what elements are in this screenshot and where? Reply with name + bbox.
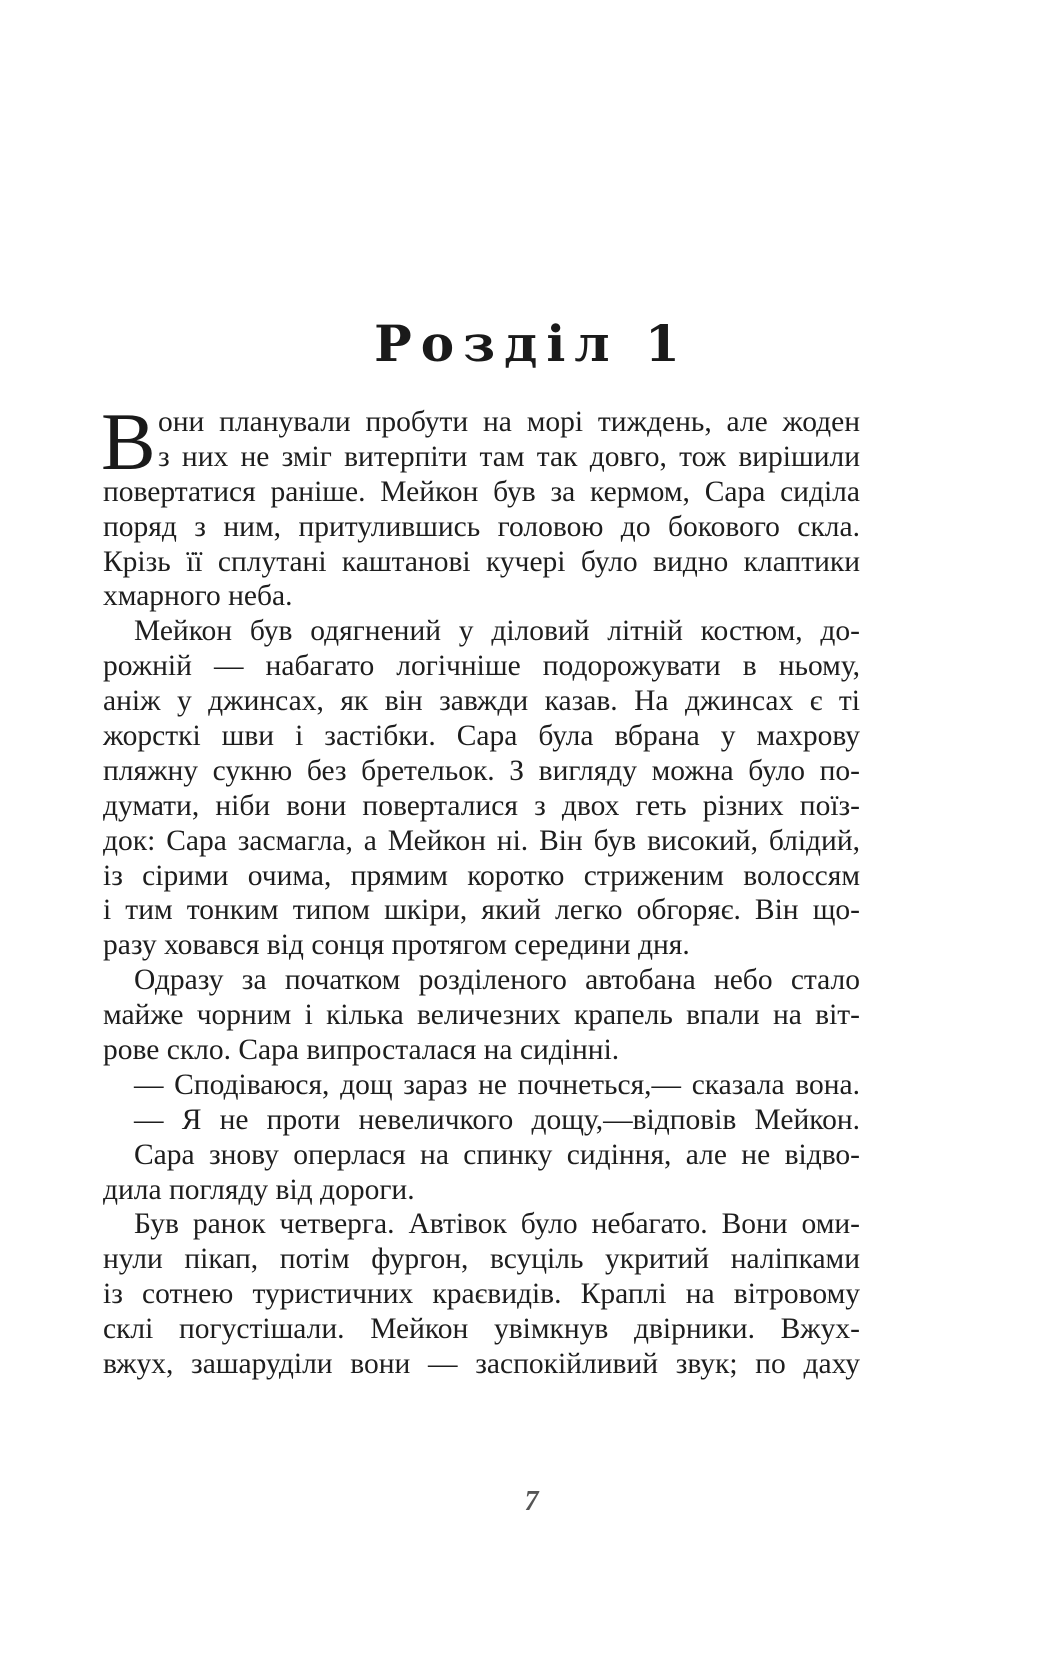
text-line: жорсткі шви і застібки. Сара була вбрана у махрову bbox=[103, 720, 860, 753]
text-line: поряд з ним, притулившись головою до бокового скла. bbox=[103, 510, 860, 543]
text-line: Мейкон був одягнений у діловий літній костюм, до- bbox=[134, 615, 860, 648]
text-line: дила погляду від дороги. bbox=[103, 1173, 415, 1206]
page-number: 7 bbox=[524, 1486, 539, 1517]
text-line: Сара знову оперлася на спинку сидіння, але не відво- bbox=[134, 1138, 860, 1171]
text-line: нули пікап, потім фургон, всуціль укритий наліпками bbox=[103, 1243, 860, 1276]
text-line: майже чорним і кілька величезних крапель впали на віт- bbox=[103, 999, 860, 1032]
text-line: Крізь її сплутані каштанові кучері було видно клаптики bbox=[103, 545, 860, 578]
text-line: із сірими очима, прямим коротко стриженим волоссям bbox=[103, 859, 860, 892]
chapter-title: Розділ 1 bbox=[374, 313, 689, 373]
text-line: думати, ніби вони поверталися з двох геть різних поїз- bbox=[103, 789, 860, 822]
dialogue-line: — Я не проти невеличкого дощу,—відповів Мейкон. bbox=[134, 1103, 860, 1136]
text-line: Одразу за початком розділеного автобана небо стало bbox=[134, 964, 860, 997]
text-line: разу ховався від сонця протягом середини дня. bbox=[103, 929, 690, 962]
dialogue-line: — Сподіваюся, дощ зараз не почнеться,— сказала вона. bbox=[134, 1068, 860, 1101]
text-line: з них не зміг витерпіти там так довго, тож вирішили bbox=[158, 440, 860, 473]
text-line: док: Сара засмагла, а Мейкон ні. Він був високий, блідий, bbox=[103, 824, 860, 857]
text-line: рове скло. Сара випросталася на сидінні. bbox=[103, 1034, 620, 1067]
text-line: повертатися раніше. Мейкон був за кермом, Сара сиділа bbox=[103, 475, 860, 508]
text-line: рожній — набагато логічніше подорожувати в ньому, bbox=[103, 650, 860, 683]
text-line: они планували пробути на морі тиждень, але жоден bbox=[158, 406, 860, 438]
text-line: і тим тонким типом шкіри, який легко обгоряє. Він що- bbox=[103, 894, 860, 927]
text-line: із сотнею туристичних краєвидів. Краплі на вітровому bbox=[103, 1278, 860, 1311]
text-line: вжух, зашаруділи вони — заспокійливий звук; по даху bbox=[103, 1348, 860, 1381]
text-line: хмарного неба. bbox=[103, 580, 293, 613]
chapter-body bbox=[101, 396, 860, 1382]
text-line: Був ранок четверга. Автівок було небагато. Вони оми- bbox=[134, 1208, 860, 1241]
drop-cap: В bbox=[101, 396, 156, 487]
text-line: пляжну сукню без бретельок. З вигляду можна було по- bbox=[103, 754, 860, 787]
text-line: аніж у джинсах, як він завжди казав. На джинсах є ті bbox=[103, 685, 860, 718]
text-line: склі погустішали. Мейкон увімкнув двірники. Вжух- bbox=[103, 1313, 860, 1346]
